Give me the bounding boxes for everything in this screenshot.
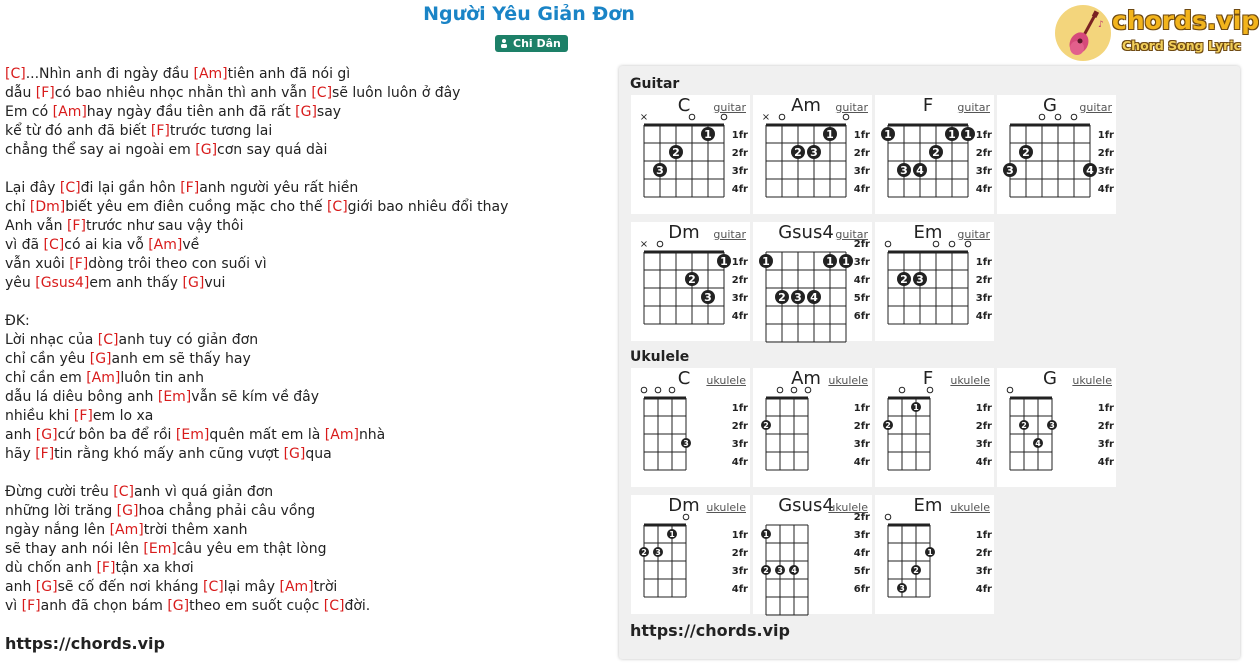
chord-tag[interactable]: [F] <box>96 560 116 576</box>
chord-tag[interactable]: [F] <box>150 123 170 139</box>
chord-tag[interactable]: [Em] <box>143 541 177 557</box>
lyric-text: vẫn xuôi <box>5 256 70 272</box>
finger-number: 3 <box>704 291 712 304</box>
artist-badge[interactable] <box>495 35 568 52</box>
chord-tag[interactable]: [C] <box>5 66 26 82</box>
svg-text:♪: ♪ <box>1098 20 1104 30</box>
chord-diagram-guitar-gsus4[interactable] <box>753 222 872 341</box>
lyric-line <box>5 84 605 103</box>
lyric-line <box>5 198 605 217</box>
chord-tag[interactable]: [Am] <box>148 237 183 253</box>
lyric-line <box>5 236 605 255</box>
fret-label: 1fr <box>853 130 870 141</box>
lyric-line <box>5 179 605 198</box>
finger-number: 4 <box>1086 164 1094 177</box>
lyric-text: câu yêu em thật lòng <box>176 541 327 557</box>
lyric-text: chỉ cần em <box>5 370 87 386</box>
lyric-line <box>5 483 605 502</box>
lyric-line <box>5 369 605 388</box>
finger-number: 4 <box>810 291 818 304</box>
lyric-line <box>5 540 605 559</box>
logo-name: chords.vip <box>1112 6 1259 35</box>
finger-number: 1 <box>842 255 850 268</box>
chord-diagram-ukulele-f[interactable] <box>875 368 994 487</box>
fret-label: 2fr <box>731 421 748 432</box>
finger-number: 1 <box>913 403 919 412</box>
finger-number: 3 <box>683 439 689 448</box>
lyric-text: anh <box>5 427 36 443</box>
lyric-text: dù chốn anh <box>5 560 97 576</box>
chord-tag[interactable]: [G] <box>89 351 112 367</box>
lyric-text: trời thêm xanh <box>143 522 248 538</box>
chord-tag[interactable]: [Am] <box>52 104 87 120</box>
lyric-text: Đừng cười trêu <box>5 484 114 500</box>
finger-number: 3 <box>656 164 664 177</box>
lyric-text: em anh thấy <box>89 275 183 291</box>
lyric-text: say <box>316 104 342 120</box>
chord-tag[interactable]: [F] <box>73 408 93 424</box>
lyric-line <box>5 255 605 274</box>
chord-diagram-guitar-am[interactable] <box>753 95 872 214</box>
chord-tag[interactable]: [F] <box>21 598 41 614</box>
chord-diagram-ukulele-c[interactable] <box>631 368 750 487</box>
lyric-text: nhà <box>358 427 386 443</box>
fret-label: 3fr <box>731 293 748 304</box>
instrument-link[interactable]: guitar <box>835 101 868 114</box>
lyric-line <box>5 274 605 293</box>
instrument-link[interactable]: guitar <box>957 101 990 114</box>
lyric-text: dẫu <box>5 85 36 101</box>
chord-tag[interactable]: [F] <box>35 85 55 101</box>
lyric-line <box>5 122 605 141</box>
person-icon <box>501 39 507 48</box>
finger-number: 3 <box>899 584 905 593</box>
instrument-link[interactable]: guitar <box>835 228 868 241</box>
fret-label: 2fr <box>853 421 870 432</box>
fret-label: 2fr <box>975 148 992 159</box>
lyric-text: sẽ luôn luôn ở đây <box>332 85 461 101</box>
lyric-text: cứ bôn ba để rồi <box>57 427 176 443</box>
finger-number: 1 <box>964 128 972 141</box>
chord-tag[interactable]: [F] <box>180 180 200 196</box>
lyric-text: luôn tin anh <box>120 370 205 386</box>
lyric-text: theo em suốt cuộc <box>189 598 324 614</box>
instrument-link[interactable]: guitar <box>1079 101 1112 114</box>
finger-number: 4 <box>916 164 924 177</box>
lyric-text: vì <box>5 598 22 614</box>
instrument-link[interactable]: ukulele <box>828 501 868 514</box>
finger-number: 3 <box>810 146 818 159</box>
fret-label: 2fr <box>1097 148 1114 159</box>
lyric-text: giới bao nhiêu đổi thay <box>347 199 509 215</box>
instrument-link[interactable]: ukulele <box>706 501 746 514</box>
fret-label: 2fr <box>731 148 748 159</box>
site-link[interactable]: https://chords.vip <box>5 634 165 653</box>
lyric-text: anh người yêu rất hiền <box>199 180 359 196</box>
instrument-link[interactable]: ukulele <box>706 374 746 387</box>
fret-label: 4fr <box>1097 184 1114 195</box>
chord-name: C <box>677 95 691 116</box>
finger-number: 2 <box>1022 146 1030 159</box>
chord-diagram-guitar-dm[interactable] <box>631 222 750 341</box>
finger-number: 2 <box>688 273 696 286</box>
chord-tag[interactable]: [G] <box>116 503 139 519</box>
chord-tag[interactable]: [Gsus4] <box>35 275 90 291</box>
lyric-text: lại mây <box>223 579 280 595</box>
fret-label: 1fr <box>975 403 992 414</box>
lyric-line <box>5 293 605 312</box>
lyric-line <box>5 445 605 464</box>
chord-tag[interactable]: [Dm] <box>29 199 66 215</box>
chord-name: Em <box>913 495 943 516</box>
lyric-text: chẳng thể say ai ngoài em <box>5 142 196 158</box>
lyric-text: ĐK: <box>5 313 30 329</box>
chord-tag[interactable]: [G] <box>283 446 306 462</box>
site-logo[interactable] <box>1054 4 1259 62</box>
chord-tag[interactable]: [Am] <box>193 66 228 82</box>
chord-tag[interactable]: [F] <box>66 218 86 234</box>
chord-name: F <box>922 95 934 116</box>
finger-number: 2 <box>913 566 919 575</box>
chord-tag[interactable]: [G] <box>35 427 58 443</box>
lyric-text: sẽ thay anh nói lên <box>5 541 144 557</box>
chord-name: G <box>1043 95 1057 116</box>
finger-number: 1 <box>720 255 728 268</box>
chord-diagram-guitar-em[interactable] <box>875 222 994 341</box>
chord-name: Gsus4 <box>778 222 834 243</box>
lyric-line <box>5 350 605 369</box>
chord-tag[interactable]: [C] <box>43 237 65 253</box>
fret-label: 2fr <box>731 275 748 286</box>
fret-label: 3fr <box>1097 166 1114 177</box>
chord-tag[interactable]: [Am] <box>109 522 144 538</box>
finger-number: 3 <box>900 164 908 177</box>
fret-label: 1fr <box>975 130 992 141</box>
chord-name: Dm <box>668 495 700 516</box>
instrument-link[interactable]: ukulele <box>1072 374 1112 387</box>
lyric-text: vẫn sẽ kím về đây <box>191 389 320 405</box>
fret-label: 1fr <box>731 130 748 141</box>
fret-label: 2fr <box>1097 421 1114 432</box>
logo-tagline: Chord Song Lyric <box>1122 38 1242 53</box>
fret-label: 4fr <box>853 457 870 468</box>
finger-number: 2 <box>672 146 680 159</box>
lyric-line <box>5 160 605 179</box>
song-title: Người Yêu Giản Đơn <box>423 3 635 25</box>
lyric-text: có bao nhiêu nhọc nhằn thì anh vẫn <box>54 85 312 101</box>
guitar-logo-icon <box>1055 5 1111 61</box>
fret-label: 2fr <box>975 275 992 286</box>
muted-string-mark: × <box>761 112 771 123</box>
lyric-text: trời <box>313 579 338 595</box>
lyric-line <box>5 407 605 426</box>
fret-label: 2fr <box>853 239 870 250</box>
fret-label: 2fr <box>853 148 870 159</box>
finger-number: 3 <box>916 273 924 286</box>
chord-tag[interactable]: [C] <box>311 85 333 101</box>
ukulele-heading: Ukulele <box>630 349 690 365</box>
finger-number: 2 <box>778 291 786 304</box>
chord-name: C <box>677 368 691 389</box>
instrument-link[interactable]: guitar <box>713 101 746 114</box>
finger-number: 2 <box>794 146 802 159</box>
finger-number: 1 <box>884 128 892 141</box>
fret-label: 3fr <box>853 439 870 450</box>
chord-diagram-ukulele-em[interactable] <box>875 495 994 614</box>
lyric-text: Lại đây <box>5 180 60 196</box>
chord-tag[interactable]: [Em] <box>157 389 192 405</box>
instrument-link[interactable]: ukulele <box>950 501 990 514</box>
fret-label: 1fr <box>731 530 748 541</box>
finger-number: 1 <box>826 255 834 268</box>
chord-name: F <box>922 368 934 389</box>
finger-number: 4 <box>1035 439 1041 448</box>
lyric-line <box>5 578 605 597</box>
finger-number: 2 <box>900 273 908 286</box>
finger-number: 1 <box>948 128 956 141</box>
fret-label: 1fr <box>1097 130 1114 141</box>
chord-name: Gsus4 <box>778 495 834 516</box>
fret-label: 3fr <box>975 166 992 177</box>
muted-string-mark: × <box>639 239 649 250</box>
lyric-line <box>5 597 605 616</box>
fret-label: 4fr <box>731 457 748 468</box>
chord-tag[interactable]: [Am] <box>86 370 121 386</box>
fret-label: 3fr <box>975 293 992 304</box>
finger-number: 1 <box>763 530 769 539</box>
chord-diagram-ukulele-gsus4[interactable] <box>753 495 872 614</box>
fret-label: 4fr <box>731 184 748 195</box>
chord-name: G <box>1043 368 1057 389</box>
finger-number: 1 <box>762 255 770 268</box>
lyric-text: Anh vẫn <box>5 218 67 234</box>
lyric-line <box>5 103 605 122</box>
instrument-link[interactable]: ukulele <box>828 374 868 387</box>
fret-label: 4fr <box>853 184 870 195</box>
lyric-line <box>5 65 605 84</box>
finger-number: 2 <box>1021 421 1027 430</box>
fret-label: 3fr <box>731 566 748 577</box>
chord-diagram-ukulele-g[interactable] <box>997 368 1116 487</box>
lyric-text: những lời trăng <box>5 503 117 519</box>
lyric-line <box>5 426 605 445</box>
finger-number: 3 <box>655 548 661 557</box>
finger-number: 3 <box>1049 421 1055 430</box>
finger-number: 1 <box>669 530 675 539</box>
lyric-text: có ai kia vỗ <box>64 237 149 253</box>
lyric-text: ...Nhìn anh đi ngày đầu <box>25 66 194 82</box>
fret-label: 2fr <box>853 512 870 523</box>
finger-number: 1 <box>826 128 834 141</box>
lyric-text: kể từ đó anh đã biết <box>5 123 151 139</box>
chord-tag[interactable]: [G] <box>167 598 190 614</box>
chord-tag[interactable]: [C] <box>203 579 224 595</box>
instrument-link[interactable]: guitar <box>713 228 746 241</box>
lyric-line <box>5 217 605 236</box>
fret-label: 4fr <box>975 457 992 468</box>
lyric-line <box>5 502 605 521</box>
fret-label: 1fr <box>731 257 748 268</box>
lyric-text: vui <box>204 275 226 291</box>
chord-diagram-guitar-c[interactable] <box>631 95 750 214</box>
chord-name: Dm <box>668 222 700 243</box>
guitar-heading: Guitar <box>630 76 680 92</box>
finger-number: 2 <box>932 146 940 159</box>
lyric-text: hoa chẳng phải câu vồng <box>138 503 316 519</box>
fret-label: 4fr <box>975 584 992 595</box>
fret-label: 4fr <box>975 184 992 195</box>
finger-number: 3 <box>794 291 802 304</box>
fret-label: 3fr <box>853 257 870 268</box>
chord-tag[interactable]: [G] <box>195 142 218 158</box>
finger-number: 1 <box>704 128 712 141</box>
lyric-text: chỉ cần yêu <box>5 351 90 367</box>
chord-name: Em <box>913 222 943 243</box>
lyric-text: chỉ <box>5 199 30 215</box>
lyric-text: trước tương lai <box>169 123 273 139</box>
finger-number: 2 <box>641 548 647 557</box>
lyric-text: quên mất em là <box>209 427 325 443</box>
finger-number: 2 <box>885 421 891 430</box>
lyric-text: qua <box>305 446 332 462</box>
chord-tag[interactable]: [G] <box>35 579 58 595</box>
lyric-text: biết yêu em điên cuồng mặc cho thế <box>65 199 327 215</box>
lyric-text: trước như sau vậy thôi <box>85 218 244 234</box>
lyric-text: anh tuy có giản đơn <box>118 332 259 348</box>
chord-tag[interactable]: [C] <box>326 199 348 215</box>
lyric-text: yêu <box>5 275 36 291</box>
chord-diagram-guitar-f[interactable] <box>875 95 994 214</box>
lyric-text: anh đã chọn bám <box>40 598 168 614</box>
chord-name: Am <box>791 95 821 116</box>
lyric-text: anh vì quá giản đơn <box>133 484 274 500</box>
fret-label: 4fr <box>853 275 870 286</box>
lyric-text: tin rằng khó mấy anh cũng vượt <box>54 446 284 462</box>
fret-label: 3fr <box>975 566 992 577</box>
lyric-text: đời. <box>344 598 371 614</box>
lyric-line <box>5 388 605 407</box>
muted-string-mark: × <box>639 112 649 123</box>
lyric-text: sẽ cố đến nơi kháng <box>57 579 204 595</box>
lyric-text: nhiều khi <box>5 408 74 424</box>
lyric-text: đi lại gần hôn <box>80 180 181 196</box>
chord-tag[interactable]: [C] <box>59 180 81 196</box>
chord-tag[interactable]: [F] <box>35 446 55 462</box>
lyric-text: về <box>182 237 200 253</box>
finger-number: 1 <box>927 548 933 557</box>
lyric-text: vì đã <box>5 237 44 253</box>
lyric-text: dẫu lá diêu bông anh <box>5 389 158 405</box>
instrument-link[interactable]: guitar <box>957 228 990 241</box>
lyric-line <box>5 521 605 540</box>
lyric-text: ngày nắng lên <box>5 522 110 538</box>
fret-label: 2fr <box>731 548 748 559</box>
fret-label: 2fr <box>975 421 992 432</box>
lyric-text: Em có <box>5 104 53 120</box>
chord-tag[interactable]: [Am] <box>324 427 359 443</box>
fret-label: 4fr <box>731 584 748 595</box>
lyric-line <box>5 141 605 160</box>
fret-label: 3fr <box>853 166 870 177</box>
fret-label: 4fr <box>975 311 992 322</box>
fret-label: 1fr <box>975 257 992 268</box>
fret-label: 6fr <box>853 311 870 322</box>
lyric-text: anh em sẽ thấy hay <box>111 351 251 367</box>
fret-label: 3fr <box>1097 439 1114 450</box>
fret-label: 1fr <box>853 403 870 414</box>
lyrics-body <box>5 65 605 616</box>
fret-label: 3fr <box>731 439 748 450</box>
chord-tag[interactable]: [C] <box>323 598 345 614</box>
chord-tag[interactable]: [C] <box>113 484 134 500</box>
panel-link[interactable]: https://chords.vip <box>630 621 790 640</box>
lyric-text: dòng trôi theo con suối vì <box>88 256 267 272</box>
fret-label: 1fr <box>975 530 992 541</box>
lyric-text: cơn say quá dài <box>217 142 328 158</box>
chord-panel <box>619 66 1240 659</box>
fret-label: 4fr <box>1097 457 1114 468</box>
lyric-text: anh <box>5 579 36 595</box>
chord-tag[interactable]: [F] <box>69 256 89 272</box>
fret-label: 3fr <box>731 166 748 177</box>
lyric-text: hãy <box>5 446 36 462</box>
lyric-text: hay ngày đầu tiên anh đã rất <box>86 104 296 120</box>
chord-diagram-ukulele-dm[interactable] <box>631 495 750 614</box>
lyric-text: tiên anh đã nói gì <box>227 66 351 82</box>
chord-tag[interactable]: [G] <box>182 275 205 291</box>
fret-label: 2fr <box>975 548 992 559</box>
finger-number: 2 <box>763 566 769 575</box>
lyric-text: Lời nhạc của <box>5 332 98 348</box>
finger-number: 4 <box>791 566 797 575</box>
chord-name: Am <box>791 368 821 389</box>
chord-diagram-ukulele-am[interactable] <box>753 368 872 487</box>
finger-number: 3 <box>1006 164 1014 177</box>
lyric-text: tận xa khơi <box>115 560 194 576</box>
artist-name: Chi Dân <box>513 37 561 50</box>
lyric-line <box>5 464 605 483</box>
lyric-line <box>5 312 605 331</box>
lyric-text: em lo xa <box>92 408 154 424</box>
fret-label: 1fr <box>731 403 748 414</box>
chord-tag[interactable]: [G] <box>295 104 317 120</box>
fret-label: 5fr <box>853 566 870 577</box>
fret-label: 6fr <box>853 584 870 595</box>
fret-label: 4fr <box>731 311 748 322</box>
lyric-line <box>5 559 605 578</box>
lyric-line <box>5 331 605 350</box>
chord-tag[interactable]: [Em] <box>175 427 210 443</box>
fret-label: 4fr <box>853 548 870 559</box>
instrument-link[interactable]: ukulele <box>950 374 990 387</box>
chord-tag[interactable]: [C] <box>97 332 119 348</box>
finger-number: 2 <box>763 421 769 430</box>
finger-number: 3 <box>777 566 783 575</box>
fret-label: 3fr <box>975 439 992 450</box>
fret-label: 5fr <box>853 293 870 304</box>
chord-tag[interactable]: [Am] <box>279 579 314 595</box>
chord-diagram-guitar-g[interactable] <box>997 95 1116 214</box>
fret-label: 3fr <box>853 530 870 541</box>
fret-label: 1fr <box>1097 403 1114 414</box>
